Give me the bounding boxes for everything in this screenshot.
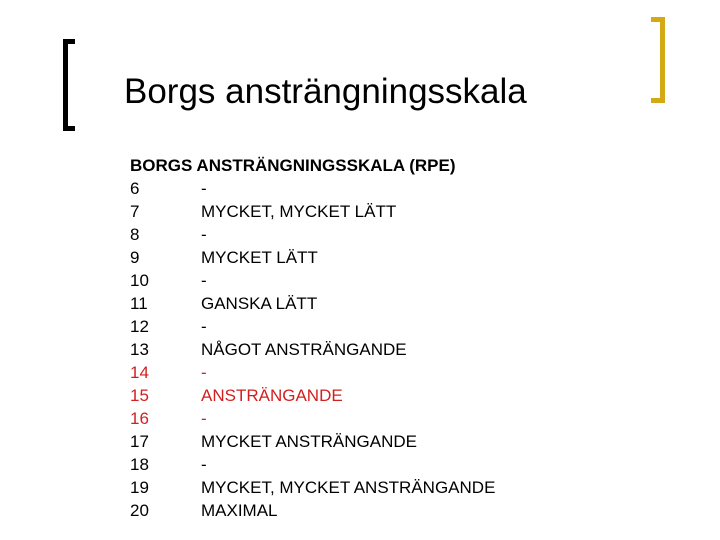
- scale-row: [130, 246, 456, 269]
- right-bracket-decoration: [651, 17, 665, 103]
- scale-value: 18: [130, 455, 149, 474]
- scale-value: 17: [130, 432, 149, 451]
- scale-value: 9: [130, 248, 140, 267]
- scale-value: 12: [130, 317, 149, 336]
- scale-label: MAXIMAL: [201, 501, 278, 520]
- borg-scale-list: [130, 154, 496, 522]
- scale-value: 15: [130, 386, 149, 405]
- scale-label: MYCKET ANSTRÄNGANDE: [201, 432, 418, 451]
- scale-value: 16: [130, 409, 149, 428]
- left-bracket-decoration: [63, 39, 75, 131]
- scale-row: [130, 223, 456, 246]
- scale-label: -: [201, 363, 207, 382]
- scale-row: [130, 177, 456, 200]
- scale-value: 10: [130, 271, 149, 290]
- scale-row: [130, 292, 456, 315]
- scale-label: MYCKET, MYCKET ANSTRÄNGANDE: [201, 478, 496, 497]
- scale-row-highlighted: [130, 407, 456, 430]
- scale-label: -: [201, 317, 207, 336]
- slide-title: Borgs ansträngningsskala: [124, 72, 527, 111]
- scale-row: [130, 430, 456, 453]
- scale-value: 20: [130, 501, 149, 520]
- scale-value: 13: [130, 340, 149, 359]
- scale-value: 19: [130, 478, 149, 497]
- scale-row-highlighted: [130, 361, 456, 384]
- scale-value: 7: [130, 202, 140, 221]
- scale-label: -: [201, 225, 207, 244]
- scale-row: [130, 499, 456, 522]
- scale-row: [130, 453, 456, 476]
- scale-label: -: [201, 455, 207, 474]
- scale-heading: BORGS ANSTRÄNGNINGSSKALA (RPE): [130, 156, 456, 175]
- scale-value: 8: [130, 225, 140, 244]
- scale-row-highlighted: [130, 384, 456, 407]
- scale-label: ANSTRÄNGANDE: [201, 386, 343, 405]
- scale-label: -: [201, 179, 207, 198]
- scale-row: [130, 269, 456, 292]
- scale-value: 11: [130, 294, 148, 313]
- scale-row: [130, 476, 496, 499]
- scale-label: NÅGOT ANSTRÄNGANDE: [201, 340, 407, 359]
- scale-label: -: [201, 409, 207, 428]
- scale-label: MYCKET, MYCKET LÄTT: [201, 202, 397, 221]
- scale-row: [130, 315, 456, 338]
- scale-label: GANSKA LÄTT: [201, 294, 318, 313]
- scale-row: [130, 200, 456, 223]
- scale-label: MYCKET LÄTT: [201, 248, 318, 267]
- scale-label: -: [201, 271, 207, 290]
- scale-row: [130, 338, 456, 361]
- scale-value: 14: [130, 363, 149, 382]
- scale-value: 6: [130, 179, 140, 198]
